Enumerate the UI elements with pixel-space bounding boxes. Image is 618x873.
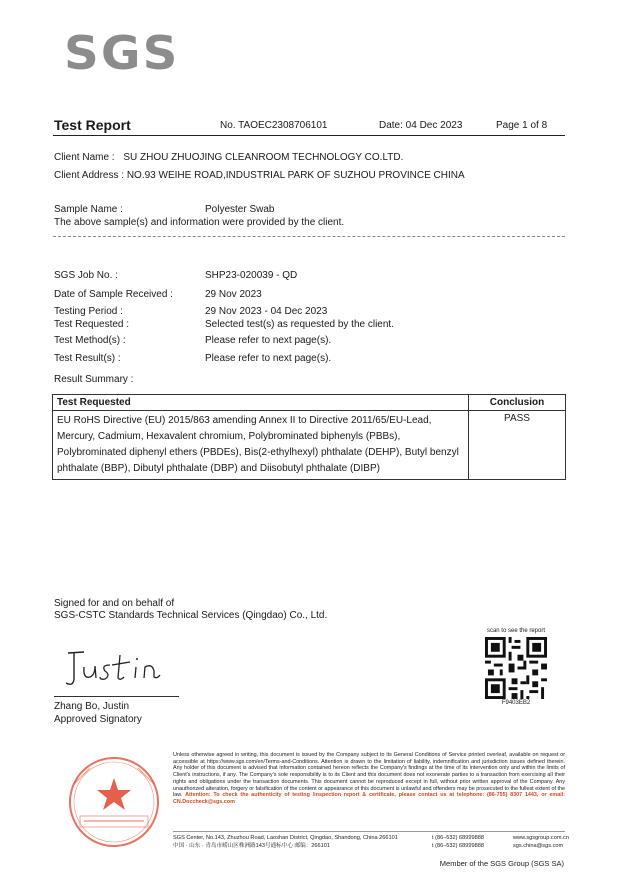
- sample-note: The above sample(s) and information were provided by the client.: [54, 217, 345, 228]
- conclusion-cell: PASS: [469, 411, 566, 480]
- test-requested-cell: EU RoHS Directive (EU) 2015/863 amending Annex II to Directive 2011/65/EU-Lead, Mercury, Cadmium, Hexavalent chromium, Polybrominated biphenyls (PBBs), Polybrominated diphenyl ethers (PBDEs), Bis(2-ethylhexyl) phthalate (DEHP), Butyl benzyl phthalate (BBP), Dibutyl phthalate (DBP) and Diisobutyl phthalate (DIBP): [53, 411, 469, 480]
- table-row: [53, 411, 566, 480]
- address-english: SGS Center, No.143, Zhuzhou Road, Laoshan District, Qingdao, Shandong, China 266101: [173, 835, 398, 841]
- email-link[interactable]: sgs.china@sgs.com: [513, 843, 564, 849]
- handwritten-signature: [64, 645, 174, 693]
- result-summary-table: [52, 394, 566, 480]
- company-seal-stamp: [60, 752, 170, 852]
- signed-behalf-line: Signed for and on behalf of: [54, 598, 175, 609]
- client-address: NO.93 WEIHE ROAD,INDUSTRIAL PARK OF SUZHOU PROVINCE CHINA: [126, 170, 465, 181]
- test-result: Please refer to next page(s).: [205, 353, 332, 364]
- disclaimer-body: Unless otherwise agreed in writing, this document is issued by the Company subject to its General Conditions of Service printed overleaf, available on request or accessible at https://www.sgs.com/en/Terms-and-Conditions. Attention is drawn to the limitation of liability, indemnification and jurisdiction issues defined therein. Any holder of this document is advised that information contained hereon reflects the Company's findings at the time of its intervention only and within the limits of Client's instructions, if any. The Company's sole responsibility is to its Client and this document does not exonerate parties to a transaction from exercising all their rights and obligations under the transaction documents. This document cannot be reproduced except in full, without prior written approval of the Company. Any unauthorized alteration, forgery or falsification of the content or appearance of this document is unlawful and offenders may be prosecuted to the fullest extent of the law.: [173, 752, 565, 799]
- client-address-label: Client Address :: [54, 170, 125, 181]
- test-requested: Selected test(s) as requested by the client.: [205, 319, 394, 330]
- header-divider: [53, 135, 565, 136]
- qr-code-id: F9403EB2: [501, 700, 531, 706]
- testing-period: 29 Nov 2023 - 04 Dec 2023: [205, 306, 328, 317]
- sample-name: Polyester Swab: [205, 204, 275, 215]
- signature-line: [54, 696, 179, 697]
- qr-caption: scan to see the report: [486, 628, 546, 634]
- report-date: Date: 04 Dec 2023: [379, 120, 463, 131]
- col-conclusion: Conclusion: [469, 395, 566, 411]
- footer-phones: [432, 834, 484, 850]
- test-method-label: Test Method(s) :: [54, 335, 126, 346]
- qr-code[interactable]: [485, 637, 547, 699]
- job-no-label: SGS Job No. :: [54, 270, 118, 281]
- footer-address: [173, 834, 398, 850]
- sample-name-label: Sample Name :: [54, 204, 123, 215]
- website-link[interactable]: www.sgsgroup.com.cn: [513, 835, 569, 841]
- phone-1: t (86–532) 68999888: [432, 835, 484, 841]
- report-title: Test Report: [54, 117, 131, 133]
- signatory-name: Zhang Bo, Justin: [54, 701, 130, 712]
- signing-company: SGS-CSTC Standards Technical Services (Qingdao) Co., Ltd.: [54, 610, 328, 621]
- test-requested-label: Test Requested :: [54, 319, 130, 330]
- client-name-row: [54, 152, 403, 163]
- job-no: SHP23-020039 - QD: [205, 270, 298, 281]
- footer-divider: [173, 831, 565, 832]
- testing-period-label: Testing Period :: [54, 306, 123, 317]
- page-number: Page 1 of 8: [496, 120, 548, 131]
- result-summary-label: Result Summary :: [54, 374, 134, 385]
- received-date-label: Date of Sample Received :: [54, 289, 173, 300]
- client-name-label: Client Name :: [54, 152, 115, 163]
- authenticity-notice: Attention: To check the authenticity of testing /inspection report & certificate, please contact us at telephone: (86-755) 8307 1443, or email: CN.Doccheck@sgs.com: [173, 792, 565, 805]
- client-address-row: [54, 170, 465, 181]
- client-name: SU ZHOU ZHUOJING CLEANROOM TECHNOLOGY CO.LTD.: [123, 152, 404, 163]
- test-result-label: Test Result(s) :: [54, 353, 121, 364]
- received-date: 29 Nov 2023: [205, 289, 262, 300]
- legal-disclaimer: [173, 752, 565, 806]
- table-header-row: [53, 395, 566, 411]
- report-number: No. TAOEC2308706101: [220, 120, 328, 131]
- phone-2: t (86–532) 68999888: [432, 843, 484, 849]
- sgs-logo: SGS: [64, 26, 180, 80]
- sgs-group-membership: Member of the SGS Group (SGS SA): [439, 859, 564, 868]
- sample-divider: [53, 236, 565, 237]
- footer-contacts: [513, 834, 569, 850]
- test-method: Please refer to next page(s).: [205, 335, 332, 346]
- address-chinese: 中国 · 山东 · 青岛市崂山区株洲路143号通标中心 邮编：266101: [173, 843, 330, 849]
- col-test-requested: Test Requested: [53, 395, 469, 411]
- signatory-title: Approved Signatory: [54, 714, 142, 725]
